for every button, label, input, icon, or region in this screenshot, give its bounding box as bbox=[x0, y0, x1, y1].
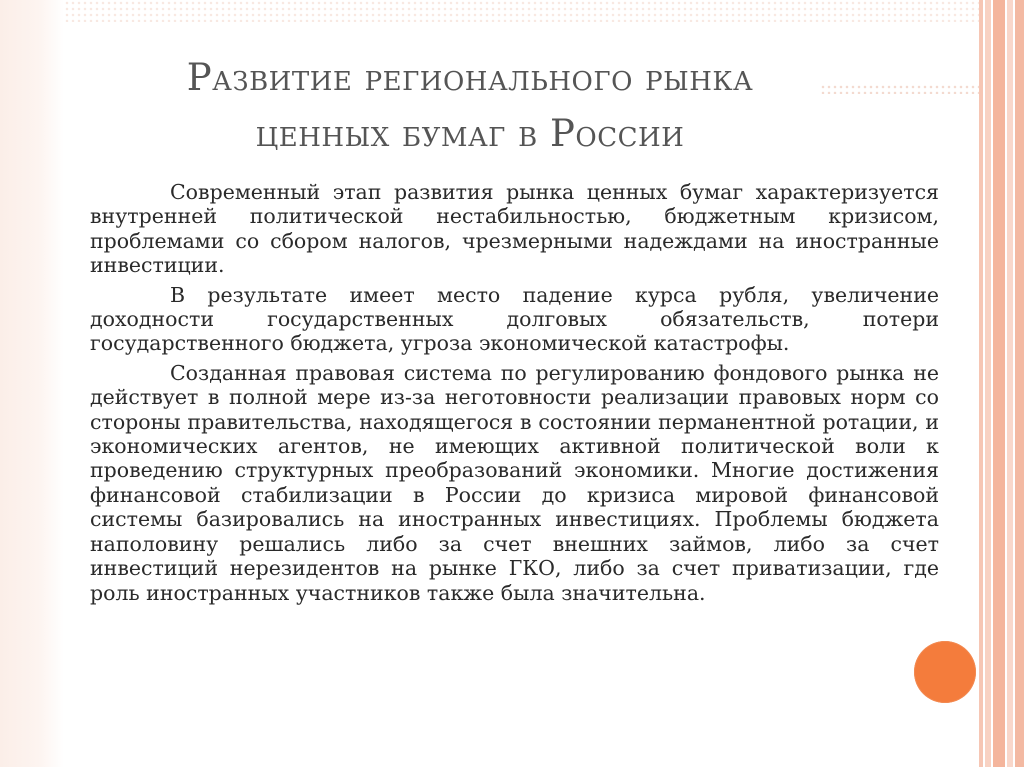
slide-title bbox=[70, 50, 870, 162]
right-stripe bbox=[979, 0, 983, 767]
body-paragraph-2: В результате имеет место падение курса рубля, увеличение доходности государственных долговых обязательств, потери государственного бюджета, угроза экономической катастрофы. bbox=[90, 282, 939, 356]
top-dotted-rule bbox=[64, 0, 979, 22]
right-stripe bbox=[1015, 0, 1024, 767]
slide-body bbox=[90, 180, 939, 610]
right-stripe bbox=[985, 0, 991, 767]
slide-title-line-2: ценных бумаг в России bbox=[255, 112, 685, 155]
right-stripe bbox=[993, 0, 1005, 767]
body-paragraph-3: Созданная правовая система по регулированию фондового рынка не действует в полной мере из-за неготовности реализации правовых норм со стороны правительства, находящегося в состоянии перманентной ротации, и экономических агентов, не имеющих активной политической воли к проведению структурных преобразований экономики. Многие достижения финансовой стабилизации в России до кризиса мировой финансовой системы базировались на иностранных инвестициях. Проблемы бюджета наполовину решались либо за счет внешних займов, либо за счет инвестиций нерезидентов на рынке ГКО, либо за счет приватизации, где роль иностранных участников также была значительна. bbox=[90, 360, 939, 605]
orange-circle-decoration bbox=[914, 641, 976, 703]
body-paragraph-1: Современный этап развития рынка ценных бумаг характеризуется внутренней политической нестабильностью, бюджетным кризисом, проблемами со сбором налогов, чрезмерными надеждами на иностранные инвестиции. bbox=[90, 180, 939, 278]
left-border-decoration bbox=[0, 0, 64, 767]
slide-title-line-1: Развитие регионального рынка bbox=[186, 56, 754, 99]
right-stripe bbox=[1007, 0, 1013, 767]
